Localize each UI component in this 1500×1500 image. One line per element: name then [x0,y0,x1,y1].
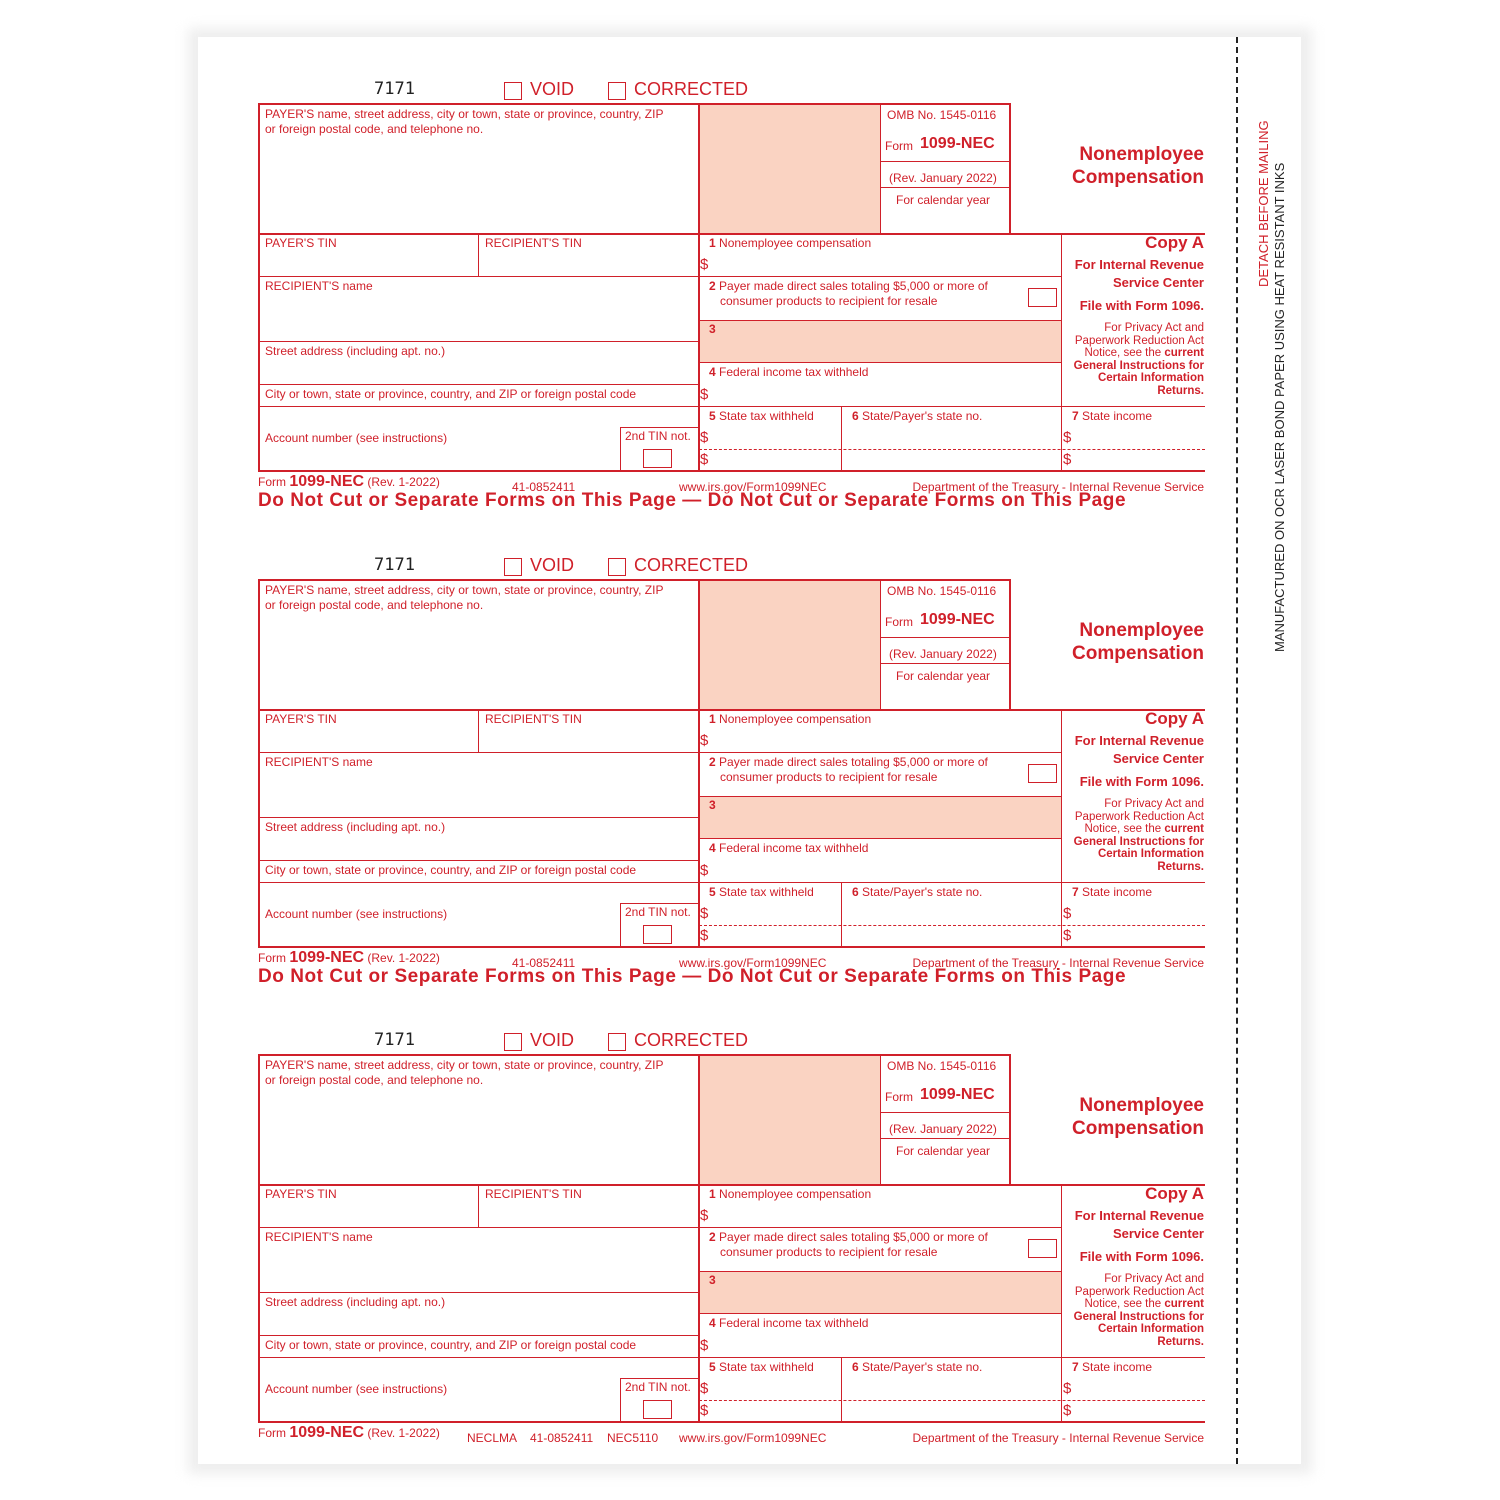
recipient-name-field[interactable] [260,771,696,815]
rule [699,1313,1061,1314]
privacy-line1: For Privacy Act and [1104,798,1204,810]
privacy-line6: Returns. [1157,385,1204,397]
privacy-current: current [1164,1298,1204,1310]
form-title-line1: Nonemployee [1079,620,1204,641]
rule [258,752,1061,753]
second-tin-label: 2nd TIN not. [625,1380,691,1394]
box7-dollar-sign: $ [1063,905,1072,922]
revision: (Rev. January 2022) [889,647,997,661]
second-tin-label: 2nd TIN not. [625,905,691,919]
corrected-label: CORRECTED [634,1030,749,1050]
privacy-line5: Certain Information [1097,848,1204,860]
rule [258,470,1205,472]
form-title-line2: Compensation [1072,1118,1204,1139]
rule [699,838,1061,839]
box6-label: State/Payer's state no. [862,885,983,899]
privacy-line5: Certain Information [1097,372,1204,384]
footer-form-word: Form [258,1426,286,1440]
manufactured-notice: MANUFACTURED ON OCR LASER BOND PAPER USING HEAT RESISTANT INKS [1272,162,1287,652]
footer-department: Department of the Treasury - Internal Revenue Service [912,956,1204,970]
box7-number: 7 [1072,409,1079,423]
recipient-name-label: RECIPIENT'S name [265,1230,373,1244]
form-1099-nec-copy-1 [0,79,1500,529]
box6-label: State/Payer's state no. [862,1360,983,1374]
footer-department: Department of the Treasury - Internal Revenue Service [912,480,1204,494]
rule [620,427,621,472]
box5-dollar-sign-2: $ [700,927,709,944]
recipient-name-field[interactable] [260,1246,696,1290]
city-label: City or town, state or province, country, and ZIP or foreign postal code [265,1338,637,1352]
box1-number: 1 [709,236,716,250]
box4-dollar-sign: $ [700,1337,709,1354]
box2-label: Payer made direct sales totaling $5,000 or more of [719,1230,988,1244]
box1-label: Nonemployee compensation [719,712,872,726]
rule [258,579,1010,581]
second-tin-checkbox[interactable] [643,449,672,468]
box5-dollar-sign-2: $ [700,1402,709,1419]
rule [1061,709,1062,948]
box5-label: State tax withheld [719,409,814,423]
box1-label: Nonemployee compensation [719,1187,872,1201]
rule [620,1378,621,1423]
account-number-field[interactable] [260,1397,618,1421]
privacy-line4: General Instructions for [1073,836,1204,848]
box4-dollar-sign: $ [700,862,709,879]
payer-name-label: PAYER'S name, street address, city or town, state or province, country, ZIP [265,1058,664,1072]
rule [258,276,1061,277]
void-checkbox[interactable] [504,558,522,576]
box4-label: Federal income tax withheld [719,365,869,379]
rule [620,903,698,904]
recipient-tin-field[interactable] [480,727,696,751]
city-field[interactable] [260,878,696,902]
box7-dollar-sign: $ [1063,429,1072,446]
account-number-field[interactable] [260,446,618,470]
form-number: 1099-NEC [920,135,995,152]
rule [698,1054,700,1423]
copy-a-label: Copy A [1145,1184,1204,1203]
privacy-line1: For Privacy Act and [1104,1273,1204,1285]
copy-a-label: Copy A [1145,709,1204,728]
box6-label: State/Payer's state no. [862,409,983,423]
city-label: City or town, state or province, country, and ZIP or foreign postal code [265,387,637,401]
form-word: Form [885,1090,913,1104]
payer-tin-label: PAYER'S TIN [265,712,337,726]
service-center-label: Service Center [1112,1226,1204,1241]
box6-field-2[interactable] [844,926,1058,945]
payer-tin-label: PAYER'S TIN [265,1187,337,1201]
calendar-year-field[interactable] [882,1158,1008,1182]
box5-dollar-sign-2: $ [700,451,709,468]
city-field[interactable] [260,402,696,426]
box7-dollar-sign-2: $ [1063,451,1072,468]
rule [699,1271,1061,1272]
box7-dollar-sign: $ [1063,1380,1072,1397]
rule [841,882,842,948]
box1-number: 1 [709,1187,716,1201]
calendar-year-label: For calendar year [896,669,991,683]
footer-form-number: 1099-NEC [289,473,365,490]
box6-field-2[interactable] [844,450,1058,469]
box1-dollar-sign: $ [700,256,709,273]
omb-number: OMB No. 1545-0116 [887,108,997,122]
rule [880,579,881,709]
file-with-label: File with Form 1096. [1079,1249,1204,1264]
privacy-line2: Paperwork Reduction Act [1074,1286,1204,1298]
box5-amount-field[interactable] [712,426,838,448]
control-number: 7171 [374,555,415,575]
rule [478,709,479,752]
box5-amount-field-2[interactable] [712,1401,838,1420]
footer-code: 41-0852411 [530,1431,594,1445]
second-tin-label: 2nd TIN not. [625,429,691,443]
account-number-label: Account number (see instructions) [265,1382,448,1396]
box4-amount-field[interactable] [712,1333,1058,1355]
void-label: VOID [530,1030,575,1050]
for-irs-label: For Internal Revenue [1074,733,1204,748]
privacy-line2: Paperwork Reduction Act [1074,335,1204,347]
corrected-label: CORRECTED [634,79,749,99]
city-field[interactable] [260,1353,696,1377]
street-address-field[interactable] [260,835,696,859]
box4-number: 4 [709,1316,716,1330]
payer-name-label-cont: or foreign postal code, and telephone no. [265,598,484,612]
form-1099-nec-copy-2 [0,555,1500,1005]
box2-checkbox[interactable] [1028,288,1057,307]
rule [699,320,1061,321]
rule [698,579,700,948]
box7-dollar-sign-2: $ [1063,1402,1072,1419]
for-irs-label: For Internal Revenue [1074,257,1204,272]
do-not-cut-notice: Do Not Cut or Separate Forms on This Page — Do Not Cut or Separate Forms on This Page [258,966,1127,987]
revision: (Rev. January 2022) [889,171,997,185]
payer-tin-label: PAYER'S TIN [265,236,337,250]
box6-number: 6 [852,1360,859,1374]
rule [841,406,842,472]
account-number-field[interactable] [260,922,618,946]
box7-amount-field-2[interactable] [1075,926,1203,945]
for-irs-label: For Internal Revenue [1074,1208,1204,1223]
box4-label: Federal income tax withheld [719,841,869,855]
calendar-year-label: For calendar year [896,193,991,207]
footer-revision: (Rev. 1-2022) [367,951,440,965]
footer-department: Department of the Treasury - Internal Revenue Service [912,1431,1204,1445]
void-checkbox[interactable] [504,82,522,100]
payer-name-field[interactable] [260,1088,696,1182]
footer-form-word: Form [258,951,286,965]
detach-notice: DETACH BEFORE MAILING [1256,120,1271,287]
recipient-tin-field[interactable] [480,1202,696,1226]
box3-shaded [699,1271,1061,1313]
rule [258,103,1010,105]
box3-number: 3 [709,798,716,812]
footer-revision: (Rev. 1-2022) [367,475,440,489]
box6-field-2[interactable] [844,1401,1058,1420]
calendar-year-label: For calendar year [896,1144,991,1158]
payer-name-field[interactable] [260,613,696,707]
rule [258,1421,1205,1423]
box5-dollar-sign: $ [700,429,709,446]
footer-url[interactable]: www.irs.gov/Form1099NEC [679,480,827,494]
revision: (Rev. January 2022) [889,1122,997,1136]
box3-shaded [699,320,1061,362]
box5-number: 5 [709,409,716,423]
form-title-line2: Compensation [1072,643,1204,664]
footer-form-word: Form [258,475,286,489]
box4-amount-field[interactable] [712,858,1058,880]
form-word: Form [885,139,913,153]
privacy-line4: General Instructions for [1073,360,1204,372]
privacy-line1: For Privacy Act and [1104,322,1204,334]
payer-tin-field[interactable] [260,1202,476,1226]
rule [698,103,700,472]
payer-name-label-cont: or foreign postal code, and telephone no. [265,1073,484,1087]
box7-number: 7 [1072,885,1079,899]
rule [880,663,1010,664]
footer-url[interactable]: www.irs.gov/Form1099NEC [679,956,827,970]
box5-dollar-sign: $ [700,1380,709,1397]
box5-amount-field[interactable] [712,1377,838,1399]
box5-label: State tax withheld [719,1360,814,1374]
control-number: 7171 [374,1030,415,1050]
box7-amount-field[interactable] [1075,902,1203,924]
omb-number: OMB No. 1545-0116 [887,584,997,598]
privacy-line6: Returns. [1157,861,1204,873]
rule [258,1054,1010,1056]
box7-label: State income [1082,409,1153,423]
box5-amount-field-2[interactable] [712,926,838,945]
box1-dollar-sign: $ [700,1207,709,1224]
rule [258,384,699,385]
box2-label-cont: consumer products to recipient for resale [720,294,938,308]
copy-a-label: Copy A [1145,233,1204,252]
rule [1009,103,1011,233]
box2-number: 2 [709,1230,716,1244]
service-center-label: Service Center [1112,275,1204,290]
box2-label-cont: consumer products to recipient for resale [720,1245,938,1259]
rule [880,637,1010,638]
corrected-label: CORRECTED [634,555,749,575]
box7-label: State income [1082,1360,1153,1374]
rule [258,709,1205,711]
payer-name-label: PAYER'S name, street address, city or town, state or province, country, ZIP [265,107,664,121]
box2-number: 2 [709,279,716,293]
void-label: VOID [530,79,575,99]
second-tin-checkbox[interactable] [643,1400,672,1419]
city-label: City or town, state or province, country, and ZIP or foreign postal code [265,863,637,877]
box1-label: Nonemployee compensation [719,236,872,250]
box1-amount-field[interactable] [712,729,1058,751]
void-checkbox[interactable] [504,1033,522,1051]
street-address-label: Street address (including apt. no.) [265,820,446,834]
box7-amount-field[interactable] [1075,1377,1203,1399]
box2-label: Payer made direct sales totaling $5,000 or more of [719,755,988,769]
calendar-year-field[interactable] [882,207,1008,231]
box7-amount-field-2[interactable] [1075,1401,1203,1420]
rule [841,1357,842,1423]
privacy-current: current [1164,347,1204,359]
box7-amount-field-2[interactable] [1075,450,1203,469]
rule [880,1138,1010,1139]
box4-number: 4 [709,365,716,379]
box2-checkbox[interactable] [1028,1239,1057,1258]
rule [258,233,1205,235]
box5-number: 5 [709,1360,716,1374]
box5-amount-field[interactable] [712,902,838,924]
street-address-label: Street address (including apt. no.) [265,1295,446,1309]
box6-field[interactable] [844,1377,1058,1399]
privacy-line6: Returns. [1157,1336,1204,1348]
rule [258,1227,1061,1228]
box4-dollar-sign: $ [700,386,709,403]
box3-number: 3 [709,322,716,336]
form-word: Form [885,615,913,629]
box1-amount-field[interactable] [712,1204,1058,1226]
privacy-line3: Notice, see the [1084,823,1162,835]
payer-name-label-cont: or foreign postal code, and telephone no. [265,122,484,136]
file-with-label: File with Form 1096. [1079,298,1204,313]
box3-number: 3 [709,1273,716,1287]
rule [699,362,1061,363]
control-number: 7171 [374,79,415,99]
form-number: 1099-NEC [920,1086,995,1103]
box2-label-cont: consumer products to recipient for resale [720,770,938,784]
footer-form-number: 1099-NEC [289,1424,365,1441]
shaded-area-top [699,1054,880,1184]
footer-revision: (Rev. 1-2022) [367,1426,440,1440]
box2-label: Payer made direct sales totaling $5,000 or more of [719,279,988,293]
rule [258,817,699,818]
shaded-area-top [699,103,880,233]
box7-number: 7 [1072,1360,1079,1374]
form-title-line2: Compensation [1072,167,1204,188]
box2-checkbox[interactable] [1028,764,1057,783]
footer-nec5110: NEC5110 [607,1431,659,1445]
second-tin-checkbox[interactable] [643,925,672,944]
footer-code: 41-0852411 [512,480,576,494]
street-address-field[interactable] [260,359,696,383]
rule [258,1292,699,1293]
box2-number: 2 [709,755,716,769]
service-center-label: Service Center [1112,751,1204,766]
box5-label: State tax withheld [719,885,814,899]
rule [620,427,698,428]
box5-number: 5 [709,885,716,899]
rule [880,103,881,233]
street-address-label: Street address (including apt. no.) [265,344,446,358]
box7-label: State income [1082,885,1153,899]
account-number-label: Account number (see instructions) [265,431,448,445]
rule [1009,579,1011,709]
payer-name-label: PAYER'S name, street address, city or town, state or province, country, ZIP [265,583,664,597]
corrected-checkbox[interactable] [608,1033,626,1051]
payer-tin-field[interactable] [260,251,476,275]
box6-number: 6 [852,885,859,899]
rule [699,796,1061,797]
privacy-current: current [1164,823,1204,835]
recipient-name-field[interactable] [260,295,696,339]
do-not-cut-notice: Do Not Cut or Separate Forms on This Page — Do Not Cut or Separate Forms on This Page [258,490,1127,511]
box1-dollar-sign: $ [700,732,709,749]
box4-number: 4 [709,841,716,855]
rule [258,1335,699,1336]
recipient-tin-label: RECIPIENT'S TIN [485,712,582,726]
rule [880,1112,1010,1113]
footer-url[interactable]: www.irs.gov/Form1099NEC [679,1431,827,1445]
void-label: VOID [530,555,575,575]
account-number-label: Account number (see instructions) [265,907,448,921]
box4-amount-field[interactable] [712,382,1058,404]
box7-dollar-sign-2: $ [1063,927,1072,944]
box4-label: Federal income tax withheld [719,1316,869,1330]
corrected-checkbox[interactable] [608,82,626,100]
rule [1061,1184,1062,1423]
rule [258,860,699,861]
privacy-line5: Certain Information [1097,1323,1204,1335]
recipient-tin-label: RECIPIENT'S TIN [485,1187,582,1201]
rule [620,903,621,948]
calendar-year-field[interactable] [882,683,1008,707]
recipient-tin-field[interactable] [480,251,696,275]
box6-field[interactable] [844,902,1058,924]
rule [620,1378,698,1379]
rule [258,341,699,342]
box7-amount-field[interactable] [1075,426,1203,448]
form-1099-nec-copy-3 [0,1030,1500,1480]
rule [1061,233,1062,472]
file-with-label: File with Form 1096. [1079,774,1204,789]
rule [1009,1054,1011,1184]
street-address-field[interactable] [260,1310,696,1334]
box5-amount-field-2[interactable] [712,450,838,469]
form-title-line1: Nonemployee [1079,1095,1204,1116]
box3-shaded [699,796,1061,838]
privacy-line4: General Instructions for [1073,1311,1204,1323]
footer-code: 41-0852411 [512,956,576,970]
rule [880,1054,881,1184]
recipient-tin-label: RECIPIENT'S TIN [485,236,582,250]
form-title-line1: Nonemployee [1079,144,1204,165]
corrected-checkbox[interactable] [608,558,626,576]
rule [880,161,1010,162]
payer-name-field[interactable] [260,137,696,231]
rule [258,1184,1205,1186]
box1-amount-field[interactable] [712,253,1058,275]
box1-number: 1 [709,712,716,726]
box6-number: 6 [852,409,859,423]
footer-neclma: NECLMA [467,1431,518,1445]
privacy-line3: Notice, see the [1084,347,1162,359]
rule [478,233,479,276]
recipient-name-label: RECIPIENT'S name [265,755,373,769]
omb-number: OMB No. 1545-0116 [887,1059,997,1073]
form-number: 1099-NEC [920,611,995,628]
recipient-name-label: RECIPIENT'S name [265,279,373,293]
footer-form-number: 1099-NEC [289,949,365,966]
rule [258,946,1205,948]
box5-dollar-sign: $ [700,905,709,922]
shaded-area-top [699,579,880,709]
privacy-line3: Notice, see the [1084,1298,1162,1310]
privacy-line2: Paperwork Reduction Act [1074,811,1204,823]
payer-tin-field[interactable] [260,727,476,751]
rule [880,187,1010,188]
rule [478,1184,479,1227]
box6-field[interactable] [844,426,1058,448]
